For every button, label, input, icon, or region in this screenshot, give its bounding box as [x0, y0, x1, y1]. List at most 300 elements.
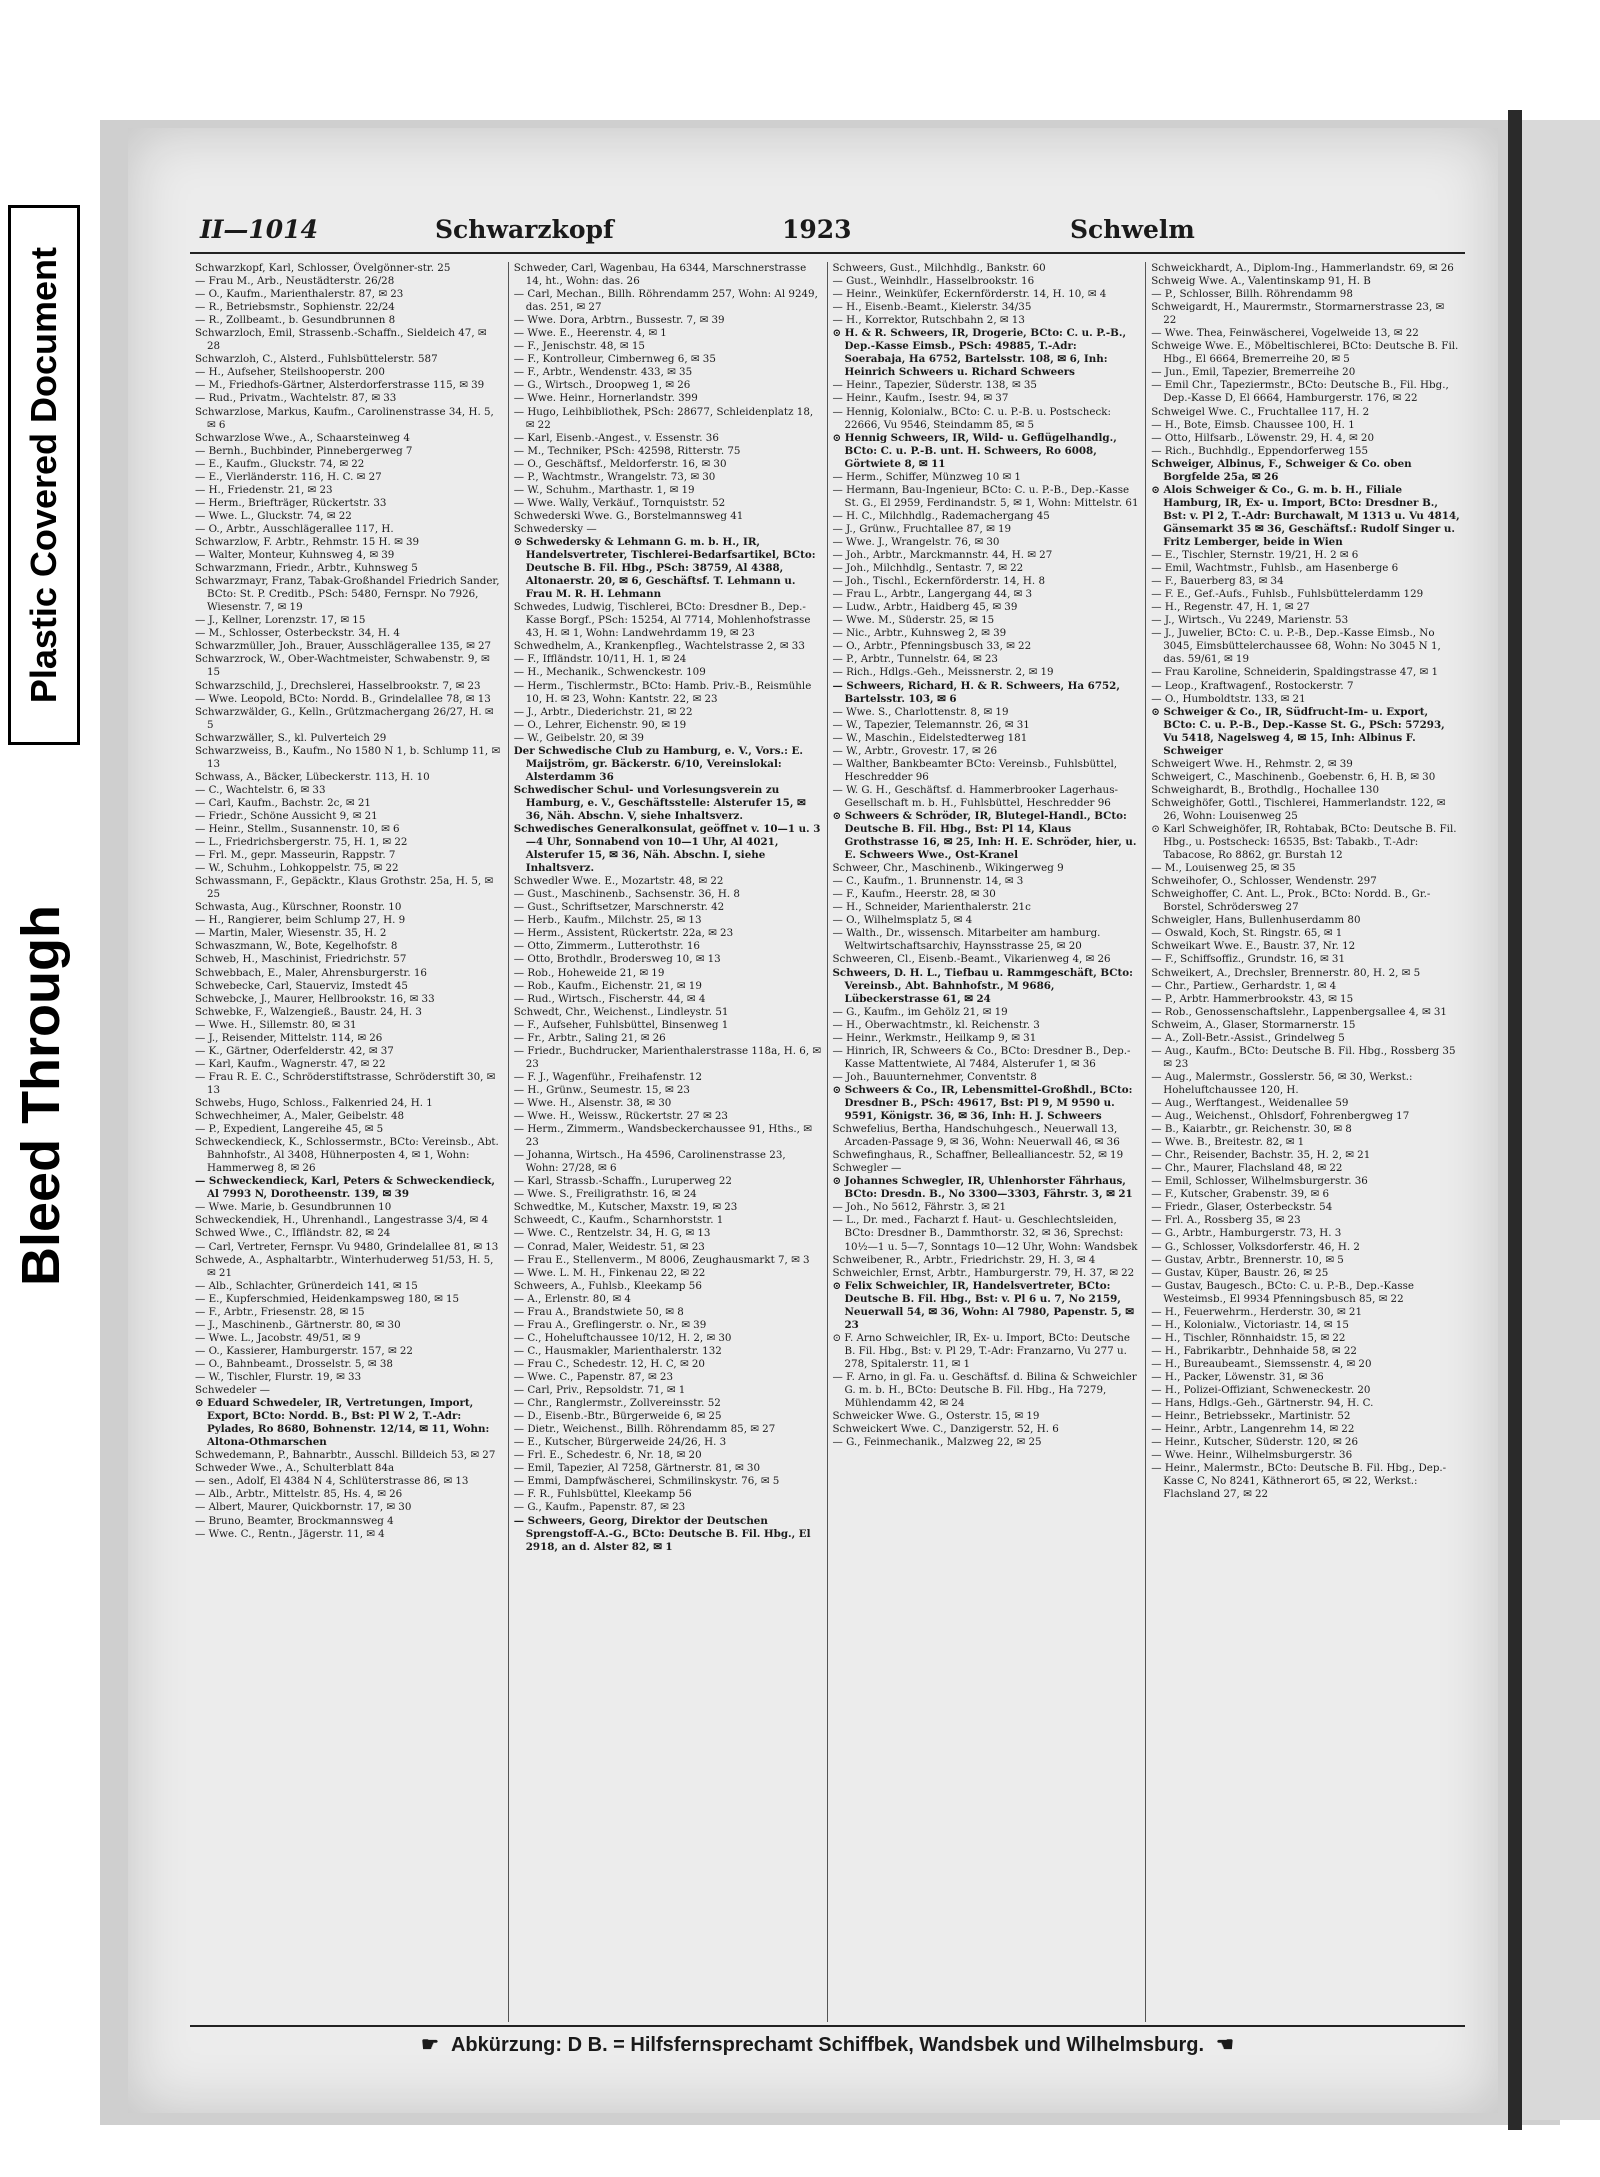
directory-entry: Schweers, Gust., Milchhdlg., Bankstr. 60	[832, 262, 1046, 274]
directory-entry: Schweckendiek, H., Uhrenhandl., Langestrasse 3/4, ✉ 4	[195, 1214, 488, 1227]
directory-entry: — Bernh., Buchbinder, Pinnebergerweg 7	[195, 444, 413, 457]
directory-entry: — Emil, Schlosser, Wilhelmsburgerstr. 36	[1151, 1175, 1368, 1188]
directory-entry: — P., Expedient, Langereihe 45, ✉ 5	[195, 1123, 384, 1136]
directory-entry: Schweder Wwe., A., Schulterblatt 84a	[195, 1462, 395, 1475]
directory-entry: — Aug., Weichenst., Ohlsdorf, Fohrenbergweg 17	[1151, 1110, 1410, 1123]
directory-entry: — W., Geibelstr. 20, ✉ 39	[513, 731, 644, 744]
directory-entry: Schwed Wwe., C., Iffländstr. 82, ✉ 24	[195, 1227, 391, 1240]
directory-entry: — Rud., Privatm., Wachtelstr. 87, ✉ 33	[195, 392, 397, 405]
bleed-through-text: Bleed Through	[11, 904, 71, 1286]
directory-entry: — Herm., Zimmerm., Wandsbeckerchaussee 91, Hths., ✉ 23	[513, 1123, 812, 1149]
directory-entry: Schweighardt, B., Brothdlg., Hochallee 130	[1151, 783, 1380, 796]
directory-entry: Schwegler —	[832, 1162, 902, 1175]
directory-entry: Schwechheimer, A., Maler, Geibelstr. 48	[195, 1110, 405, 1123]
directory-entry: Schweers, D. H. L., Tiefbau u. Rammgeschäft, BCto: Vereinsb., Abt. Bahnhofstr., M 9686, Lübeckerstrasse 61, ✉ 24	[832, 966, 1133, 1005]
directory-entry: Schweim, A., Glaser, Stormarnerstr. 15	[1151, 1018, 1356, 1031]
directory-entry: — F. R., Fuhlsbüttel, Kleekamp 56	[513, 1488, 692, 1501]
directory-entry: — H., Fabrikarbtr., Dehnhaide 58, ✉ 22	[1151, 1344, 1357, 1357]
directory-entry: — Rob., Genossenschaftslehr., Lappenbergsallee 4, ✉ 31	[1151, 1005, 1447, 1018]
directory-column-4	[1146, 262, 1465, 2022]
directory-entry: Schweeren, Cl., Eisenb.-Beamt., Vikarienweg 4, ✉ 26	[832, 953, 1111, 966]
directory-entry: — Wwe. Dora, Arbtrn., Bussestr. 7, ✉ 39	[513, 314, 725, 327]
directory-entry: — H., Kolonialw., Victoriastr. 14, ✉ 15	[1151, 1318, 1349, 1331]
directory-entry: Schwarzwäller, S., kl. Pulverteich 29	[195, 731, 387, 744]
directory-entry: — E., Kaufm., Gluckstr. 74, ✉ 22	[195, 457, 365, 470]
directory-entry: — Gustav, Baugesch., BCto: C. u. P.-B., Dep.-Kasse Westeimsb., El 9934 Pfenningsbusch 85, ✉ 22	[1151, 1279, 1415, 1305]
directory-entry: Schweigert, C., Maschinenb., Goebenstr. 6, H. B, ✉ 30	[1151, 770, 1436, 783]
directory-entry: — Emmi, Dampfwäscherei, Schmilinskystr. 76, ✉ 5	[513, 1475, 780, 1488]
directory-entry: — Heinr., Betriebssekr., Martinistr. 52	[1151, 1410, 1351, 1423]
directory-entry: — Friedr., Buchdrucker, Marienthalerstrasse 118a, H. 6, ✉ 23	[513, 1044, 822, 1070]
directory-entry: — Joh., No 5612, Fährstr. 3, ✉ 21	[832, 1201, 1007, 1214]
directory-entry: — F. E., Gef.-Aufs., Fuhlsb., Fuhlsbüttelerdamm 129	[1151, 588, 1424, 601]
directory-entry: — Herm., Briefträger, Rückertstr. 33	[195, 496, 387, 509]
directory-entry: — J., Kellner, Lorenzstr. 17, ✉ 15	[195, 614, 366, 627]
directory-entry: ⊙ Schweers & Schröder, IR, Blutegel-Handl., BCto: Deutsche B. Fil. Hbg., Bst: Pl 14, Klaus Grothstrasse 16, ✉ 25, Inh: H. E. Schröder, hier, u. E. Schweers Wwe., Ost-Kranel	[832, 809, 1137, 862]
directory-entry: — Frau R. E. C., Schröderstiftstrasse, Schröderstift 30, ✉ 13	[195, 1070, 496, 1096]
directory-entry: Schwarzwälder, G., Kelln., Grützmachergang 26/27, H. ✉ 5	[195, 705, 494, 731]
directory-entry: — E., Kutscher, Bürgerweide 24/26, H. 3	[513, 1436, 727, 1449]
directory-entry: — J., Grünw., Fruchtallee 87, ✉ 19	[832, 522, 1012, 535]
directory-entry: — Frau E., Stellenverm., M 8006, Zeughausmarkt 7, ✉ 3	[513, 1253, 810, 1266]
directory-entry: — R., Betriebsmstr., Sophienstr. 22/24	[195, 301, 395, 314]
directory-entry: — Chr., Partiew., Gerhardstr. 1, ✉ 4	[1151, 979, 1337, 992]
directory-entry: — W., Schuhm., Marthastr. 1, ✉ 19	[513, 483, 695, 496]
plastic-covered-text: Plastic Covered Document	[23, 246, 64, 704]
directory-entry: — J., Maschinenb., Gärtnerstr. 80, ✉ 30	[195, 1318, 401, 1331]
directory-entry: — Wwe. C., Rentzelstr. 34, H. G, ✉ 13	[513, 1227, 711, 1240]
directory-entry: — Rob., Kaufm., Eichenstr. 21, ✉ 19	[513, 979, 702, 992]
directory-entry: — P., Arbtr., Tunnelstr. 64, ✉ 23	[832, 653, 998, 666]
directory-entry: — Karl, Kaufm., Wagnerstr. 47, ✉ 22	[195, 1057, 386, 1070]
directory-entry: — Gust., Maschinenb., Sachsenstr. 36, H. 8	[513, 888, 740, 901]
directory-entry: — C., Hoheluftchaussee 10/12, H. 2, ✉ 30	[513, 1331, 732, 1344]
directory-entry: Schweig Wwe. A., Valentinskamp 91, H. B	[1151, 275, 1371, 288]
directory-entry: — Wwe. C., Rentn., Jägerstr. 11, ✉ 4	[195, 1527, 385, 1540]
directory-entry: — Friedr., Schöne Aussicht 9, ✉ 21	[195, 809, 378, 822]
directory-entry: Schwarzschild, J., Drechslerei, Hasselbrookstr. 7, ✉ 23	[195, 679, 481, 692]
directory-entry: — Herm., Schiffer, Münzweg 10 ✉ 1	[832, 470, 1021, 483]
pointing-hand-icon: ☚	[1216, 2034, 1234, 2056]
directory-entry: — H., Rangierer, beim Schlump 27, H. 9	[195, 914, 406, 927]
directory-entry: Schwarzlow, F. Arbtr., Rehmstr. 15 H. ✉ 39	[195, 535, 420, 548]
page-footer	[190, 2032, 1465, 2064]
directory-entry: — Walter, Monteur, Kuhnsweg 4, ✉ 39	[195, 549, 395, 562]
page-number: II—1014	[200, 215, 318, 244]
directory-entry: — Wwe. L., Gluckstr. 74, ✉ 22	[195, 509, 352, 522]
directory-entry: Schwedler Wwe. E., Mozartstr. 48, ✉ 22	[513, 875, 724, 888]
directory-entry: — Rud., Wirtsch., Fischerstr. 44, ✉ 4	[513, 992, 706, 1005]
directory-entry: Schwaszmann, W., Bote, Kegelhofstr. 8	[195, 940, 398, 953]
directory-entry: — Alb., Schlachter, Grünerdeich 141, ✉ 15	[195, 1279, 418, 1292]
directory-entry: Schwarzmann, Friedr., Arbtr., Kuhnsweg 5	[195, 562, 418, 575]
directory-entry: — F., Jenischstr. 48, ✉ 15	[513, 340, 645, 353]
directory-entry: — Wwe. H., Alsenstr. 38, ✉ 30	[513, 1097, 672, 1109]
directory-entry: ⊙ Hennig Schweers, IR, Wild- u. Geflügelhandlg., BCto: C. u. P.-B. unt. H. Schweers, Ro 6008, Görtwiete 8, ✉ 11	[832, 431, 1117, 470]
directory-entry: — H., Bureaubeamt., Siemssenstr. 4, ✉ 20	[1151, 1357, 1372, 1370]
directory-entry: — Dietr., Weichenst., Billh. Röhrendamm 85, ✉ 27	[513, 1423, 776, 1436]
directory-entry: Schweigardt, H., Maurermstr., Stormarnerstrasse 23, ✉ 22	[1151, 301, 1445, 327]
directory-entry: Schweiger, Albinus, F., Schweiger & Co. oben Borgfelde 25a, ✉ 26	[1151, 457, 1412, 483]
directory-entry: — Walth., Dr., wissensch. Mitarbeiter am hamburg. Weltwirtschaftsarchiv, Haynsstrasse 25, ✉ 20	[832, 927, 1101, 953]
directory-entry: Schwarzloh, C., Alsterd., Fuhlsbüttelerstr. 587	[195, 353, 438, 366]
directory-entry: — A., Zoll-Betr.-Assist., Grindelweg 5	[1151, 1031, 1345, 1044]
directory-entry: — F., Iffländstr. 10/11, H. 1, ✉ 24	[513, 653, 687, 666]
directory-entry: Schwedemann, P., Bahnarbtr., Ausschl. Billdeich 53, ✉ 27	[195, 1449, 496, 1462]
directory-column-1	[190, 262, 509, 2022]
directory-entry: — F., Bauerberg 83, ✉ 34	[1151, 575, 1284, 588]
next-page-edge	[1522, 120, 1600, 2120]
directory-entry: ⊙ Schweers & Co., IR, Lebensmittel-Großhdl., BCto: Dresdner B., PSch: 49617, Bst: Pl 9, M 9590 u. 9591, Königstr. 36, ✉ 36, Inh: H. J. Schweers	[832, 1083, 1133, 1123]
directory-entry: — P., Arbtr. Hammerbrookstr. 43, ✉ 15	[1151, 992, 1354, 1005]
directory-entry: — Martin, Maler, Wiesenstr. 35, H. 2	[195, 927, 387, 940]
directory-entry: — Johanna, Wirtsch., Ha 4596, Carolinenstrasse 23, Wohn: 27/28, ✉ 6	[513, 1149, 786, 1175]
directory-entry: — Heinr., Stellm., Susannenstr. 10, ✉ 6	[195, 823, 400, 836]
pointing-hand-icon: ☛	[421, 2034, 439, 2056]
directory-entry: Schweb, H., Maschinist, Friedrichstr. 57	[195, 953, 407, 966]
directory-entry: — Wwe. H., Weissw., Rückertstr. 27 ✉ 23	[513, 1110, 728, 1123]
directory-entry: Schwebecke, Carl, Stauerviz, Imstedt 45	[195, 979, 408, 992]
directory-entry: — Chr., Reisender, Bachstr. 35, H. 2, ✉ 21	[1151, 1149, 1371, 1162]
directory-entry: — Alb., Arbtr., Mittelstr. 85, Hs. 4, ✉ 26	[195, 1488, 403, 1501]
directory-entry: — Schweckendieck, Karl, Peters & Schweckendieck, Al 7993 N, Dorotheenstr. 139, ✉ 39	[195, 1175, 496, 1201]
directory-entry: — H., Polizei-Offiziant, Schweneckestr. 20	[1151, 1384, 1371, 1397]
directory-entry: Schwebbach, E., Maler, Ahrensburgerstr. 16	[195, 966, 427, 979]
directory-entry: — Frl. M., gepr. Masseurin, Rappstr. 7	[195, 849, 396, 862]
directory-entry: — Joh., Milchhdlg., Sentastr. 7, ✉ 22	[832, 562, 1024, 575]
directory-entry: — W., Tapezier, Telemannstr. 26, ✉ 31	[832, 718, 1030, 731]
directory-entry: Schwederski Wwe. G., Borstelmannsweg 41	[513, 509, 744, 522]
directory-entry: — H., Friedenstr. 21, ✉ 23	[195, 483, 333, 496]
directory-entry: Der Schwedische Club zu Hamburg, e. V., Vors.: E. Maijström, gr. Bäckerstr. 6/10, Vereinslokal: Alsterdamm 36	[513, 744, 803, 783]
directory-entry: — O., Kaufm., Marienthalerstr. 87, ✉ 23	[195, 288, 404, 301]
directory-entry: — Wwe. E., Heerenstr. 4, ✉ 1	[513, 327, 667, 340]
directory-entry: — Heinr., Malermstr., BCto: Deutsche B. Fil. Hbg., Dep.-Kasse C, No 8241, Käthnerort 65, ✉ 22, Werkst.: Flachsland 27, ✉ 22	[1151, 1462, 1447, 1501]
directory-entry: — Wwe. Thea, Feinwäscherei, Vogelweide 13, ✉ 22	[1151, 327, 1419, 340]
plastic-covered-label	[8, 205, 80, 745]
directory-entry: — F., Arbtr., Wendenstr. 433, ✉ 35	[513, 366, 693, 379]
directory-entry: ⊙ Karl Schweighöfer, IR, Rohtabak, BCto: Deutsche B. Fil. Hbg., u. Postscheck: 16535, Bst: Tabakb., T.-Adr: Tabacose, Ro 8862, gr. Burstah 12	[1151, 823, 1457, 862]
directory-entry: Schwedersky —	[513, 522, 597, 535]
directory-entry: — Frau L., Arbtr., Langergang 44, ✉ 3	[832, 588, 1033, 601]
directory-entry: Schwasta, Aug., Kürschner, Roonstr. 10	[195, 901, 402, 914]
directory-entry: — F. J., Wagenführ., Freihafenstr. 12	[513, 1070, 703, 1083]
directory-entry: — Otto, Zimmerm., Lutterothstr. 16	[513, 940, 700, 953]
directory-entry: — Frau Karoline, Schneiderin, Spaldingstrasse 47, ✉ 1	[1151, 666, 1438, 679]
directory-entry: — J., Reisender, Mittelstr. 114, ✉ 26	[195, 1031, 383, 1044]
directory-entry: — Karl, Eisenb.-Angest., v. Essenstr. 36	[513, 431, 719, 444]
directory-entry: Schweibener, R., Arbtr., Friedrichstr. 29, H. 3, ✉ 4	[832, 1253, 1096, 1266]
directory-entry: — F., Kontrolleur, Cimbernweg 6, ✉ 35	[513, 353, 716, 366]
directory-entry: — Joh., Arbtr., Marckmannstr. 44, H. ✉ 27	[832, 549, 1053, 562]
directory-entry: — Joh., Bauunternehmer, Conventstr. 8	[832, 1070, 1037, 1083]
directory-entry: — F. Arno, in gl. Fa. u. Geschäftsf. d. Bilina & Schweichler G. m. b. H., BCto: Deutsche B. Fil. Hbg., Ha 7279, Mühlendamm 42, ✉ 24	[832, 1370, 1137, 1410]
directory-entry: — Aug., Werftangest., Weidenallee 59	[1151, 1097, 1349, 1109]
directory-entry: — Frau A., Brandstwiete 50, ✉ 8	[513, 1305, 684, 1318]
directory-entry: — H., Korrektor, Rutschbahn 2, ✉ 13	[832, 314, 1025, 327]
directory-entry: — Schweers, Richard, H. & R. Schweers, Ha 6752, Bartelsstr. 103, ✉ 6	[832, 679, 1120, 705]
directory-entry: — Wwe. S., Freiligrathstr. 16, ✉ 24	[513, 1188, 697, 1201]
directory-entry: Schwebke, F., Walzengieß., Baustr. 24, H. 3	[195, 1005, 422, 1018]
directory-entry: — Fr., Arbtr., Saling 21, ✉ 26	[513, 1031, 666, 1044]
directory-entry: — Carl, Vertreter, Fernspr. Vu 9480, Grindelallee 81, ✉ 13	[195, 1240, 499, 1253]
directory-entry: — Wwe. Marie, b. Gesundbrunnen 10	[195, 1201, 392, 1214]
directory-entry: — Friedr., Glaser, Osterbeckstr. 54	[1151, 1201, 1333, 1214]
directory-entry: — G., Arbtr., Hamburgerstr. 73, H. 3	[1151, 1227, 1342, 1240]
directory-entry: Schweikart Wwe. E., Baustr. 37, Nr. 12	[1151, 940, 1356, 953]
directory-entry: — H., Packer, Löwenstr. 31, ✉ 36	[1151, 1370, 1324, 1383]
directory-entry: — Heinr., Kutscher, Süderstr. 120, ✉ 26	[1151, 1436, 1359, 1449]
directory-entry: Schweikert, A., Drechsler, Brennerstr. 80, H. 2, ✉ 5	[1151, 966, 1421, 979]
directory-entry: Schweers, A., Fuhlsb., Kleekamp 56	[513, 1279, 702, 1292]
directory-entry: Schweige Wwe. E., Möbeltischlerei, BCto: Deutsche B. Fil. Hbg., El 6664, Bremerreihe 20, ✉ 5	[1151, 340, 1459, 366]
directory-entry: — Emil, Wachtmstr., Fuhlsb., am Hasenberge 6	[1151, 562, 1399, 575]
directory-entry: Schweedt, C., Kaufm., Scharnhorststr. 1	[513, 1214, 724, 1227]
directory-column-2	[509, 262, 828, 2022]
directory-entry: Schweer, Chr., Maschinenb., Wikingerweg 9	[832, 862, 1064, 875]
directory-entry: — M., Schlosser, Osterbeckstr. 34, H. 4	[195, 627, 400, 640]
directory-entry: — H., Regenstr. 47, H. 1, ✉ 27	[1151, 601, 1310, 614]
directory-entry: — Wwe. C., Papenstr. 87, ✉ 23	[513, 1370, 674, 1383]
directory-entry: — C., Kaufm., 1. Brunnenstr. 14, ✉ 3	[832, 875, 1024, 888]
directory-entry: Schweckendieck, K., Schlossermstr., BCto: Vereinsb., Abt. Bahnhofstr., Al 3408, Hühnerposten 4, ✉ 1, Wohn: Hammerweg 8, ✉ 26	[195, 1136, 499, 1175]
directory-entry: Schwefinghaus, R., Schaffner, Bellealliancestr. 52, ✉ 19	[832, 1149, 1124, 1162]
directory-entry: Schwefelius, Bertha, Handschuhgesch., Neuerwall 13, Arcaden-Passage 9, ✉ 36, Wohn: Neuerwall 46, ✉ 36	[832, 1123, 1120, 1149]
directory-entry: ⊙ Schweiger & Co., IR, Südfrucht-Im- u. Export, BCto: C. u. P.-B., Dep.-Kasse St. G., PSch: 57293, Vu 5418, Nagelsweg 4, ✉ 15, Inh: Albinus F. Schweiger	[1151, 705, 1445, 757]
directory-entry: — Rich., Buchhdlg., Eppendorferweg 155	[1151, 444, 1368, 457]
page-header	[200, 215, 1465, 255]
directory-entry: — O., Kassierer, Hamburgerstr. 157, ✉ 22	[195, 1344, 413, 1357]
directory-entry: — Heinr., Tapezier, Süderstr. 138, ✉ 35	[832, 379, 1037, 392]
directory-entry: — O., Arbtr., Pfenningsbusch 33, ✉ 22	[832, 640, 1032, 653]
directory-entry: — H., Mechanik., Schwenckestr. 109	[513, 666, 706, 679]
directory-entry: — Heinr., Kaufm., Isestr. 94, ✉ 37	[832, 392, 1009, 405]
directory-entry: — Frau C., Schedestr. 12, H. C, ✉ 20	[513, 1357, 705, 1370]
directory-entry: — H., Feuerwehrm., Herderstr. 30, ✉ 21	[1151, 1305, 1362, 1318]
directory-entry: — G., Kaufm., Papenstr. 87, ✉ 23	[513, 1501, 686, 1514]
bleed-through-label	[0, 835, 82, 1355]
directory-entry: — M., Techniker, PSch: 42598, Ritterstr. 75	[513, 444, 741, 457]
directory-entry: — W. G. H., Geschäftsf. d. Hammerbrooker Lagerhaus-Gesellschaft m. b. H., Fuhlsbüttel, Heschredder 96	[832, 783, 1118, 809]
directory-entry: — Joh., Tischl., Eckernförderstr. 14, H. 8	[832, 575, 1045, 588]
directory-entry: Schwassmann, F., Gepäcktr., Klaus Grothstr. 25a, H. 5, ✉ 25	[195, 875, 494, 901]
directory-entry: — J., Juwelier, BCto: C. u. P.-B., Dep.-Kasse Eimsb., No 3045, Eimsbüttelerchaussee 68, Wohn: No 3045 N 1, das. 59/61, ✉ 19	[1151, 627, 1441, 666]
header-year: 1923	[782, 215, 852, 244]
directory-entry: — Wwe. B., Breitestr. 82, ✉ 1	[1151, 1136, 1305, 1149]
directory-entry: — Aug., Kaufm., BCto: Deutsche B. Fil. Hbg., Rossberg 35 ✉ 23	[1151, 1044, 1456, 1070]
directory-entry: — Otto, Brothdlr., Brodersweg 10, ✉ 13	[513, 953, 721, 966]
header-first-name: Schwarzkopf	[435, 215, 614, 244]
directory-entry: — O., Arbtr., Ausschlägerallee 117, H.	[195, 522, 394, 535]
directory-entry: — Wwe. J., Wrangelstr. 76, ✉ 30	[832, 535, 1000, 548]
directory-entry: — Hans, Hdlgs.-Geh., Gärtnerstr. 94, H. C.	[1151, 1397, 1374, 1410]
directory-entry: Schweicker Wwe. G., Osterstr. 15, ✉ 19	[832, 1410, 1040, 1423]
directory-entry: Schwedhelm, A., Krankenpfleg., Wachtelstrasse 2, ✉ 33	[513, 640, 805, 653]
directory-entry: — K., Gärtner, Oderfelderstr. 42, ✉ 37	[195, 1044, 394, 1057]
directory-entry: — G., Wirtsch., Droopweg 1, ✉ 26	[513, 379, 691, 392]
directory-entry: — Hennig, Kolonialw., BCto: C. u. P.-B. u. Postscheck: 22666, Vu 9546, Steindamm 85, ✉ 5	[832, 405, 1111, 431]
directory-entry: — H., Aufseher, Steilshooperstr. 200	[195, 366, 385, 379]
header-last-name: Schwelm	[1070, 215, 1195, 244]
directory-entry: — J., Arbtr., Diederichstr. 21, ✉ 22	[513, 705, 693, 718]
directory-entry: — C., Wachtelstr. 6, ✉ 33	[195, 783, 326, 796]
directory-entry: — F., Schiffsoffiz., Grundstr. 16, ✉ 31	[1151, 953, 1345, 966]
directory-entry: — Schweers, Georg, Direktor der Deutschen Sprengstoff-A.-G., BCto: Deutsche B. Fil. Hbg., El 2918, an d. Alster 82, ✉ 1	[513, 1514, 811, 1553]
directory-column-3	[828, 262, 1147, 2022]
directory-entry: — Hinrich, IR, Schweers & Co., BCto: Dresdner B., Dep.-Kasse Mattentwiete, Al 7484, Alsterufer 1, ✉ 36	[832, 1044, 1131, 1070]
directory-entry: — Wwe. L. M. H., Finkenau 22, ✉ 22	[513, 1266, 706, 1279]
directory-entry: ⊙ Eduard Schwedeler, IR, Vertretungen, Import, Export, BCto: Nordd. B., Bst: Pl W 2, T.-Adr: Pylades, Ro 8680, Bohnenstr. 12/14, ✉ 11, Wohn: Altona-Othmarschen	[195, 1397, 490, 1449]
directory-entry: — Carl, Mechan., Billh. Röhrendamm 257, Wohn: Al 9249, das. 251, ✉ 27	[513, 288, 818, 314]
directory-entry: — W., Maschin., Eidelstedterweg 181	[832, 731, 1028, 744]
footer-text: Abkürzung: D B. = Hilfsfernsprechamt Schiffbek, Wandsbek und Wilhelmsburg.	[450, 2034, 1205, 2056]
directory-entry: — Nic., Arbtr., Kuhnsweg 2, ✉ 39	[832, 627, 1007, 640]
directory-entry: — E., Tischler, Sternstr. 19/21, H. 2 ✉ 6	[1151, 549, 1359, 562]
directory-entry: — W., Schuhm., Lohkoppelstr. 75, ✉ 22	[195, 862, 399, 875]
directory-entry: Schwebs, Hugo, Schloss., Falkenried 24, H. 1	[195, 1097, 433, 1109]
directory-entry: Schwarzkopf, Karl, Schlosser, Övelgönner-str. 25	[195, 262, 451, 274]
directory-entry: Schwedtke, M., Kutscher, Maxstr. 19, ✉ 23	[513, 1201, 738, 1214]
directory-entry: Schweighöfer, Gottl., Tischlerei, Hammerlandstr. 122, ✉ 26, Wohn: Louisenweg 25	[1151, 796, 1446, 822]
directory-entry: — G., Feinmechanik., Malzweg 22, ✉ 25	[832, 1436, 1042, 1449]
directory-entry: — Wwe. H., Sillemstr. 80, ✉ 31	[195, 1018, 357, 1031]
directory-entry: Schwedischer Schul- und Vorlesungsverein zu Hamburg, e. V., Geschäftsstelle: Alsterufer 15, ✉ 36, Näh. Abschn. V, siehe Inhaltsverz.	[513, 783, 806, 822]
directory-entry: — L., Friedrichsbergerstr. 75, H. 1, ✉ 22	[195, 836, 408, 849]
directory-entry: — M., Louisenweg 25, ✉ 35	[1151, 862, 1296, 875]
directory-entry: Schwarzmüller, Joh., Brauer, Ausschlägerallee 135, ✉ 27	[195, 640, 492, 653]
directory-entry: — G., Kaufm., im Gehölz 21, ✉ 19	[832, 1005, 1008, 1018]
directory-entry: — Oswald, Koch, St. Ringstr. 65, ✉ 1	[1151, 927, 1343, 940]
directory-entry: — Wwe. Leopold, BCto: Nordd. B., Grindelallee 78, ✉ 13	[195, 692, 491, 705]
directory-entry: ⊙ Alois Schweiger & Co., G. m. b. H., Filiale Hamburg, IR, Ex- u. Import, BCto: Dresdner B., Bst: v. Pl 2, T.-Adr: Burchawalt, M 1313 u. Vu 4814, Gänsemarkt 35 ✉ 36, Geschäftsf.: Rudolf Singer u. Fritz Lemberger, beide in Wien	[1151, 483, 1460, 548]
directory-entry: — E., Kupferschmied, Heidenkampsweg 180, ✉ 15	[195, 1292, 460, 1305]
directory-entry: Schwarzrock, W., Ober-Wachtmeister, Schwabenstr. 9, ✉ 15	[195, 653, 490, 679]
header-rule	[190, 252, 1465, 254]
directory-entry: Schweichler, Ernst, Arbtr., Hamburgerstr. 79, H. 37, ✉ 22	[832, 1266, 1135, 1279]
directory-entry: — P., Schlosser, Billh. Röhrendamm 98	[1151, 288, 1353, 301]
directory-entry: — D., Eisenb.-Btr., Bürgerweide 6, ✉ 25	[513, 1410, 722, 1423]
directory-entry: Schwarzlose, Markus, Kaufm., Carolinenstrasse 34, H. 5, ✉ 6	[195, 405, 494, 431]
directory-entry: — Hugo, Leihbibliothek, PSch: 28677, Schleidenplatz 18, ✉ 22	[513, 405, 814, 431]
directory-entry: — O., Humboldtstr. 133, ✉ 21	[1151, 692, 1306, 705]
directory-entry: Schwebcke, J., Maurer, Hellbrookstr. 16, ✉ 33	[195, 992, 435, 1005]
directory-entry: ⊙ Johannes Schwegler, IR, Uhlenhorster Fährhaus, BCto: Dresdn. B., No 3300—3303, Fährstr. 3, ✉ 21	[832, 1175, 1133, 1201]
directory-entry: — F., Kutscher, Grabenstr. 39, ✉ 6	[1151, 1188, 1329, 1201]
directory-entry: — Heinr., Werkmstr., Heilkamp 9, ✉ 31	[832, 1031, 1037, 1044]
directory-entry: Schweighoffer, C. Ant. L., Prok., BCto: Nordd. B., Gr.-Borstel, Schrödersweg 27	[1151, 888, 1431, 914]
directory-entry: — Albert, Maurer, Quickbornstr. 17, ✉ 30	[195, 1501, 412, 1514]
directory-entry: Schwede, A., Asphaltarbtr., Winterhuderweg 51/53, H. 5, ✉ 21	[195, 1253, 494, 1279]
directory-entry: Schwedes, Ludwig, Tischlerei, BCto: Dresdner B., Dep.-Kasse Borgf., PSch: 15254, Al 7714, Mohlenhofstrasse 43, H. ✉ 1, Wohn: Landwehrdamm 19, ✉ 23	[513, 601, 811, 640]
directory-entry: — Rob., Hoheweide 21, ✉ 19	[513, 966, 665, 979]
directory-entry: — R., Zollbeamt., b. Gesundbrunnen 8	[195, 314, 396, 327]
directory-entry: — Herm., Tischlermstr., BCto: Hamb. Priv.-B., Reismühle 10, H. ✉ 23, Wohn: Kantstr. 22, ✉ 23	[513, 679, 812, 705]
directory-entry: Schwarzloch, Emil, Strassenb.-Schaffn., Sieldeich 47, ✉ 28	[195, 327, 487, 353]
directory-entry: — P., Wachtmstr., Wrangelstr. 73, ✉ 30	[513, 470, 716, 483]
directory-entry: — Jun., Emil, Tapezier, Bremerreihe 20	[1151, 366, 1356, 379]
directory-entry: — Gust., Weinhdlr., Hasselbrookstr. 16	[832, 275, 1035, 288]
directory-entry: Schwedeler —	[195, 1384, 270, 1397]
directory-entry: — Hermann, Bau-Ingenieur, BCto: C. u. P.-B., Dep.-Kasse St. G., El 2959, Ferdinandstr. 5, ✉ 1, Wohn: Mittelstr. 61	[832, 483, 1139, 509]
directory-entry: — Wwe. M., Süderstr. 25, ✉ 15	[832, 614, 995, 627]
directory-entry: Schwass, A., Bäcker, Lübeckerstr. 113, H. 10	[195, 770, 430, 783]
directory-entry: — E., Vierländerstr. 116, H. C. ✉ 27	[195, 470, 382, 483]
directory-entry: — O., Bahnbeamt., Drosselstr. 5, ✉ 38	[195, 1357, 393, 1370]
directory-entry: — Chr., Ranglermstr., Zollvereinsstr. 52	[513, 1397, 721, 1410]
directory-entry: — Wwe. S., Charlottenstr. 8, ✉ 19	[832, 705, 1009, 718]
directory-entry: — Gustav, Küper, Baustr. 26, ✉ 25	[1151, 1266, 1329, 1279]
directory-entry: — L., Dr. med., Facharzt f. Haut- u. Geschlechtsleiden, BCto: Dresdner B., Dammthorstr. 32, ✉ 36, Sprechst: 10½—1 u. 5—7, Sonntags 10—12 Uhr, Wohn: Wandsbek	[832, 1214, 1138, 1253]
directory-entry: — Wwe. L., Jacobstr. 49/51, ✉ 9	[195, 1331, 361, 1344]
directory-entry: Schweigert Wwe. H., Rehmstr. 2, ✉ 39	[1151, 757, 1353, 770]
directory-entry: — H., Tischler, Rönnhaidstr. 15, ✉ 22	[1151, 1331, 1346, 1344]
directory-entry: ⊙ F. Arno Schweichler, IR, Ex- u. Import, BCto: Deutsche B. Fil. Hbg., Bst: v. Pl 29, T.-Adr: Franzarno, Vu 277 u. 278, Spitalerstr. 11, ✉ 1	[832, 1331, 1131, 1370]
directory-entry: Schweder, Carl, Wagenbau, Ha 6344, Marschnerstrasse 14, ht., Wohn: das. 26	[513, 262, 807, 288]
footer-rule	[190, 2025, 1465, 2027]
directory-entry: — Herb., Kaufm., Milchstr. 25, ✉ 13	[513, 914, 702, 927]
directory-entry: Schweickhardt, A., Diplom-Ing., Hammerlandstr. 69, ✉ 26	[1151, 262, 1454, 274]
directory-entry: — Heinr., Arbtr., Langenrehm 14, ✉ 22	[1151, 1423, 1355, 1436]
directory-entry: — Heinr., Weinküfer, Eckernförderstr. 14, H. 10, ✉ 4	[832, 288, 1107, 301]
directory-entry: — O., Geschäftsf., Meldorferstr. 16, ✉ 30	[513, 457, 727, 470]
directory-entry: Schwedt, Chr., Weichenst., Lindleystr. 51	[513, 1005, 729, 1018]
directory-entry: — Frl. A., Rossberg 35, ✉ 23	[1151, 1214, 1301, 1227]
directory-entry: — Rich., Hdlgs.-Geh., Meissnerstr. 2, ✉ 19	[832, 666, 1054, 679]
directory-entry: Schweickert Wwe. C., Danzigerstr. 52, H. 6	[832, 1423, 1059, 1436]
directory-entry: — Frl. E., Schedestr. 6, Nr. 18, ✉ 20	[513, 1449, 702, 1462]
directory-entry: — G., Schlosser, Volksdorferstr. 46, H. 2	[1151, 1240, 1360, 1253]
directory-entry: — Karl, Strassb.-Schaffn., Luruperweg 22	[513, 1175, 732, 1188]
directory-entry: — H., Bote, Eimsb. Chaussee 100, H. 1	[1151, 418, 1355, 431]
directory-entry: — Ludw., Arbtr., Haidberg 45, ✉ 39	[832, 601, 1018, 614]
directory-entry: — W., Arbtr., Grovestr. 17, ✉ 26	[832, 744, 998, 757]
directory-entry: — Carl, Kaufm., Bachstr. 2c, ✉ 21	[195, 796, 371, 809]
directory-entry: — F., Kaufm., Heerstr. 28, ✉ 30	[832, 888, 996, 901]
directory-entry: — M., Friedhofs-Gärtner, Alsterdorferstrasse 115, ✉ 39	[195, 379, 485, 392]
directory-entry: Schwedisches Generalkonsulat, geöffnet v. 10—1 u. 3—4 Uhr, Sonnabend von 10—1 Uhr, Al 4021, Alsterufer 15, ✉ 36, Näh. Abschn. I, siehe Inhaltsverz.	[513, 823, 821, 875]
directory-entry: Schwarzmayr, Franz, Tabak-Großhandel Friedrich Sander, BCto: St. P. Creditb., PSch: 5480, Fernspr. No 7926, Wiesenstr. 7, ✉ 19	[195, 575, 500, 614]
directory-entry: — sen., Adolf, El 4384 N 4, Schlüterstrasse 86, ✉ 13	[195, 1475, 469, 1488]
directory-entry: Schwarzlose Wwe., A., Schaarsteinweg 4	[195, 431, 410, 444]
directory-entry: — F., Aufseher, Fuhlsbüttel, Binsenweg 1	[513, 1018, 729, 1031]
directory-entry: — Emil, Tapezier, Al 7258, Gärtnerstr. 81, ✉ 30	[513, 1462, 761, 1475]
directory-entry: — Emil Chr., Tapeziermstr., BCto: Deutsche B., Fil. Hbg., Dep.-Kasse D, El 6664, Hamburgerstr. 176, ✉ 22	[1151, 379, 1449, 405]
directory-entry: — Wwe. Wally, Verkäuf., Tornquiststr. 52	[513, 496, 726, 509]
directory-entry: — A., Erlenstr. 80, ✉ 4	[513, 1292, 631, 1305]
directory-entry: Schweihofer, O., Schlosser, Wendenstr. 297	[1151, 875, 1377, 888]
directory-entry: — C., Hausmakler, Marienthalerstr. 132	[513, 1344, 722, 1357]
directory-entry: — H., Oberwachtmstr., kl. Reichenstr. 3	[832, 1018, 1040, 1031]
directory-entry: — Wwe. Heinr., Hornerlandstr. 399	[513, 392, 698, 405]
directory-entry: — O., Wilhelmsplatz 5, ✉ 4	[832, 914, 973, 927]
directory-entry: ⊙ Schwedersky & Lehmann G. m. b. H., IR, Handelsvertreter, Tischlerei-Bedarfsartikel, BCto: Deutsche B. Fil. Hbg., PSch: 38759, Al 4388, Altonaerstr. 20, ✉ 6, Geschäftsf. T. Lehmann u. Frau M. R. H. Lehmann	[513, 535, 816, 601]
directory-entry: — Aug., Malermstr., Gosslerstr. 56, ✉ 30, Werkst.: Hoheluftchaussee 120, H.	[1151, 1070, 1413, 1096]
directory-entry: ⊙ H. & R. Schweers, IR, Drogerie, BCto: C. u. P.-B., Dep.-Kasse Eimsb., PSch: 49885, T.-Adr: Soerabaja, Ha 6752, Bartelsstr. 108, ✉ 6, Inh: Heinrich Schweers u. Richard Schweers	[832, 327, 1127, 379]
directory-columns	[190, 262, 1465, 2022]
directory-entry: — O., Lehrer, Eichenstr. 90, ✉ 19	[513, 718, 687, 731]
directory-entry: — Herm., Assistent, Rückertstr. 22a, ✉ 23	[513, 927, 734, 940]
directory-entry: — Walther, Bankbeamter BCto: Vereinsb., Fuhlsbüttel, Heschredder 96	[832, 757, 1118, 783]
directory-entry: — Otto, Hilfsarb., Löwenstr. 29, H. 4, ✉ 20	[1151, 431, 1375, 444]
directory-entry: — Gustav, Arbtr., Brennerstr. 10, ✉ 5	[1151, 1253, 1344, 1266]
directory-entry: Schweigler, Hans, Bullenhuserdamm 80	[1151, 914, 1361, 927]
directory-entry: — Bruno, Beamter, Brockmannsweg 4	[195, 1514, 394, 1527]
directory-entry: Schweigel Wwe. C., Fruchtallee 117, H. 2	[1151, 405, 1370, 418]
directory-entry: — W., Tischler, Flurstr. 19, ✉ 33	[195, 1370, 362, 1383]
directory-entry: — H., Eisenb.-Beamt., Kielerstr. 34/35	[832, 301, 1032, 314]
book-binding	[1508, 110, 1522, 2130]
directory-entry: — Gust., Schriftsetzer, Marschnerstr. 42	[513, 901, 725, 914]
